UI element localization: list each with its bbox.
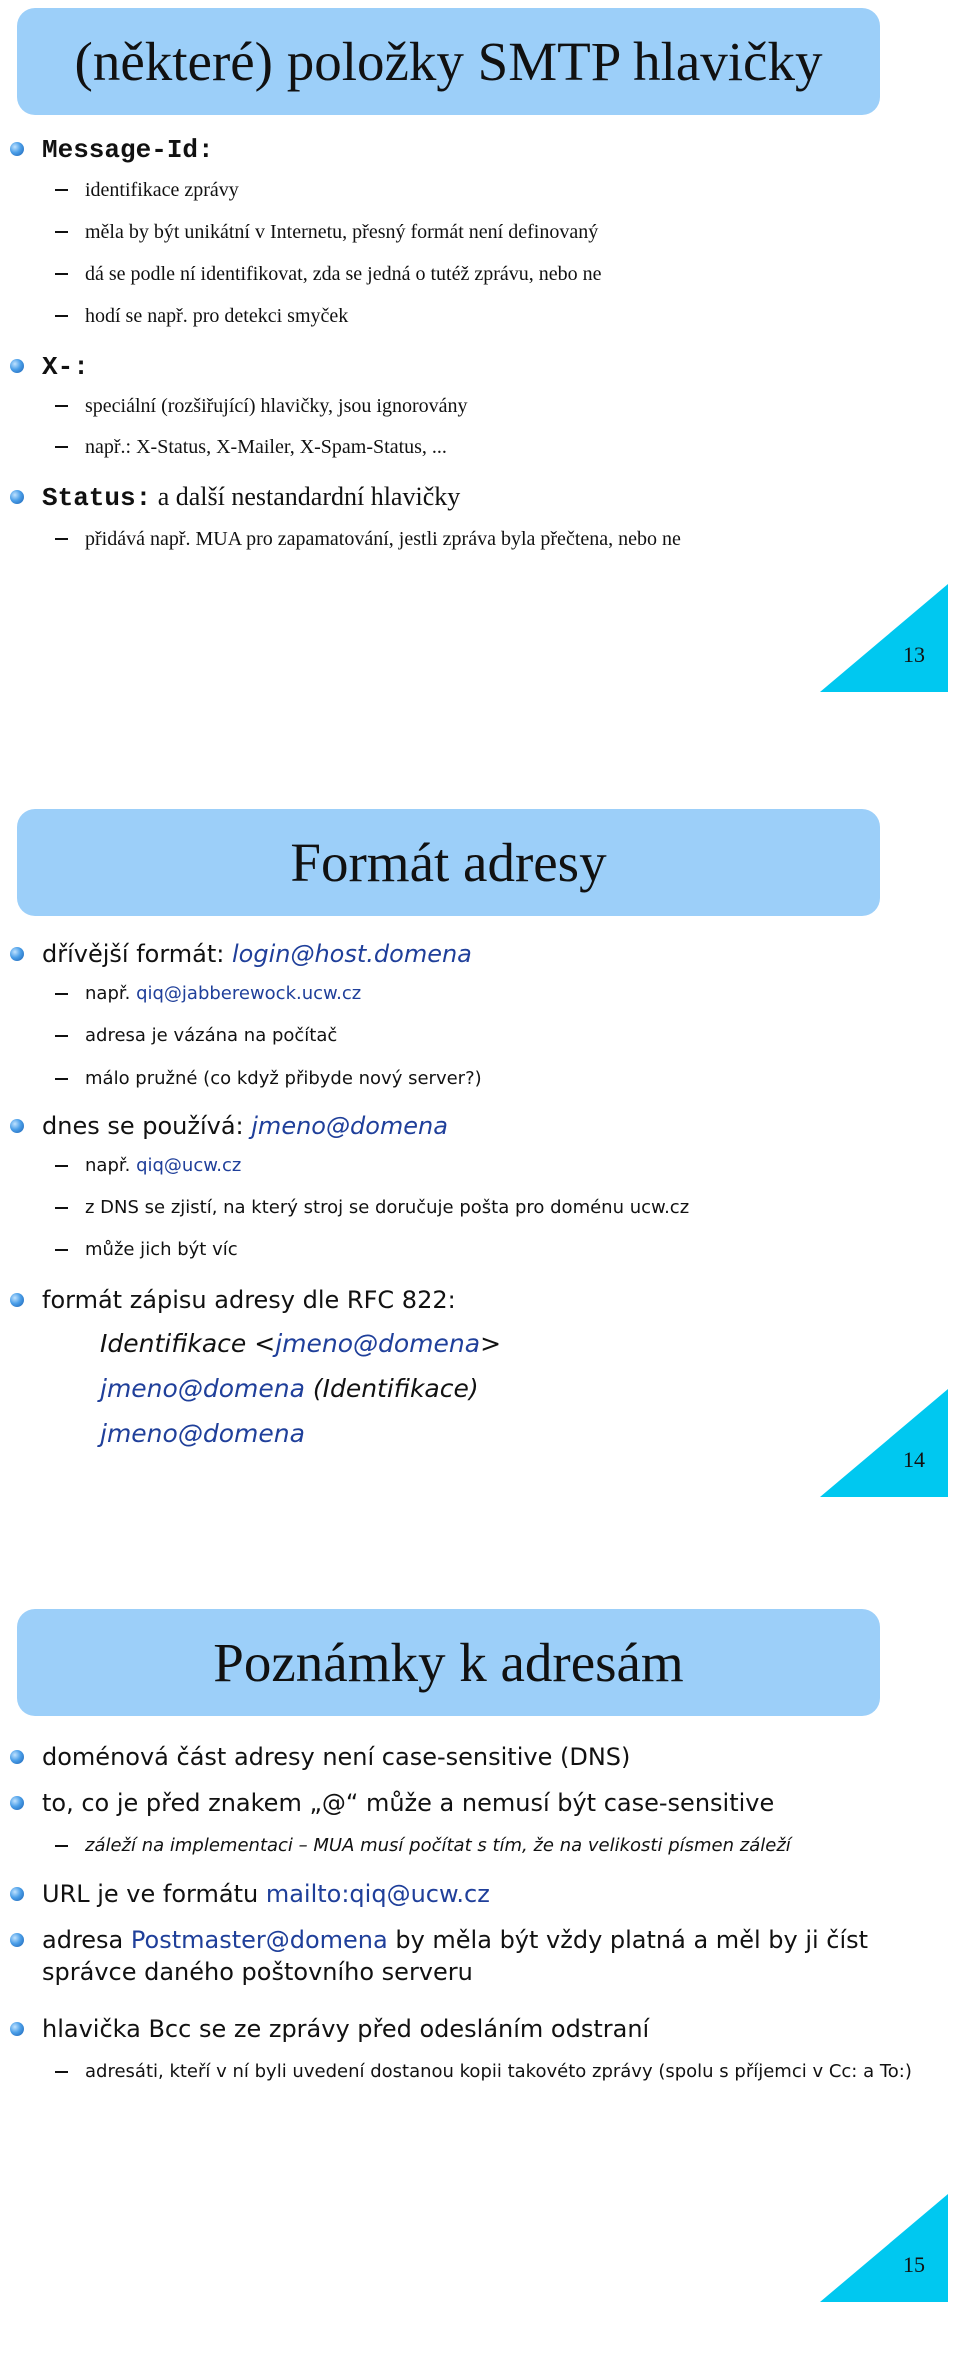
page-number: 13 — [903, 642, 925, 667]
sub-item: např. qiq@ucw.cz — [85, 1153, 241, 1179]
sub-item: záleží na implementaci – MUA musí počítat s tím, že na velikosti písmen záleží — [85, 1833, 791, 1859]
slide-13 — [0, 0, 960, 760]
slide-14 — [0, 805, 960, 1565]
bullet-icon — [10, 947, 24, 961]
bullet-icon — [10, 1796, 24, 1810]
dash-icon — [55, 1845, 68, 1847]
dash-icon — [55, 1165, 68, 1167]
sub-item: adresáti, kteří v ní byli uvedení dostanou kopii takovéto zprávy (spolu s příjemci v Cc: a To:) — [85, 2059, 915, 2085]
sub-item: dá se podle ní identifikovat, zda se jedná o tutéž zprávu, nebo ne — [85, 261, 601, 287]
slide-title: Poznámky k adresám — [213, 1632, 684, 1693]
bullet-local-part-case: to, co je před znakem „@“ může a nemusí být case-sensitive — [42, 1787, 774, 1819]
sub-item: speciální (rozšiřující) hlavičky, jsou ignorovány — [85, 393, 468, 419]
dash-icon — [55, 1249, 68, 1251]
dash-icon — [55, 993, 68, 995]
page-number: 14 — [903, 1447, 925, 1472]
bullet-icon — [10, 490, 24, 504]
bullet-rfc822: formát zápisu adresy dle RFC 822: — [42, 1284, 456, 1316]
slide-title-box — [17, 809, 880, 916]
dash-icon — [55, 446, 68, 448]
dash-icon — [55, 1035, 68, 1037]
sub-item: např.: X-Status, X-Mailer, X-Spam-Status, ... — [85, 434, 447, 460]
slide-15 — [0, 1610, 960, 2370]
dash-icon — [55, 1207, 68, 1209]
dash-icon — [55, 2071, 68, 2073]
sub-item: může jich být víc — [85, 1237, 238, 1263]
sub-item: měla by být unikátní v Internetu, přesný formát není definovaný — [85, 219, 598, 245]
dash-icon — [55, 405, 68, 407]
sub-item: z DNS se zjistí, na který stroj se doručuje pošta pro doménu ucw.cz — [85, 1195, 689, 1221]
page-corner-triangle — [820, 1389, 948, 1497]
dash-icon — [55, 315, 68, 317]
bullet-postmaster: adresa Postmaster@domena by měla být vždy platná a měl by ji číst správce daného poštovního serveru — [42, 1924, 902, 1988]
sub-item: málo pružné (co když přibyde nový server?) — [85, 1066, 482, 1092]
bullet-x-headers: X-: — [42, 350, 89, 383]
slide-title: (některé) položky SMTP hlavičky — [74, 31, 823, 92]
bullet-icon — [10, 142, 24, 156]
page-number: 15 — [903, 2252, 925, 2277]
dash-icon — [55, 538, 68, 540]
bullet-status: Status: a další nestandardní hlavičky — [42, 481, 460, 514]
bullet-icon — [10, 2022, 24, 2036]
sub-item: přidává např. MUA pro zapamatování, jestli zpráva byla přečtena, nebo ne — [85, 526, 681, 552]
slide-title-box — [17, 8, 880, 115]
dash-icon — [55, 1078, 68, 1080]
bullet-bcc: hlavička Bcc se ze zprávy před odesláním odstraní — [42, 2013, 649, 2045]
slide-title-box — [17, 1609, 880, 1716]
slide-title: Formát adresy — [290, 832, 607, 893]
bullet-icon — [10, 1750, 24, 1764]
bullet-mailto-url: URL je ve formátu mailto:qiq@ucw.cz — [42, 1878, 490, 1910]
sub-item: adresa je vázána na počítač — [85, 1023, 337, 1049]
dash-icon — [55, 231, 68, 233]
bullet-icon — [10, 1293, 24, 1307]
bullet-icon — [10, 1887, 24, 1901]
sub-item: identifikace zprávy — [85, 177, 239, 203]
bullet-icon — [10, 359, 24, 373]
dash-icon — [55, 273, 68, 275]
page-corner-triangle — [820, 2194, 948, 2302]
bullet-message-id: Message-Id: — [42, 133, 214, 166]
page-corner-triangle — [820, 584, 948, 692]
dash-icon — [55, 189, 68, 191]
bullet-old-format: dřívější formát: login@host.domena — [42, 938, 472, 970]
address-example-2: jmeno@domena (Identifikace) — [100, 1374, 479, 1403]
mailto-link[interactable]: mailto:qiq@ucw.cz — [265, 1880, 490, 1908]
bullet-domain-case: doménová část adresy není case-sensitive (DNS) — [42, 1741, 630, 1773]
bullet-icon — [10, 1933, 24, 1947]
bullet-current-format: dnes se používá: jmeno@domena — [42, 1110, 448, 1142]
sub-item: např. qiq@jabberewock.ucw.cz — [85, 981, 361, 1007]
sub-item: hodí se např. pro detekci smyček — [85, 303, 348, 329]
bullet-icon — [10, 1119, 24, 1133]
address-example-1: Identifikace <jmeno@domena> — [100, 1329, 502, 1358]
address-example-3: jmeno@domena — [100, 1419, 305, 1448]
